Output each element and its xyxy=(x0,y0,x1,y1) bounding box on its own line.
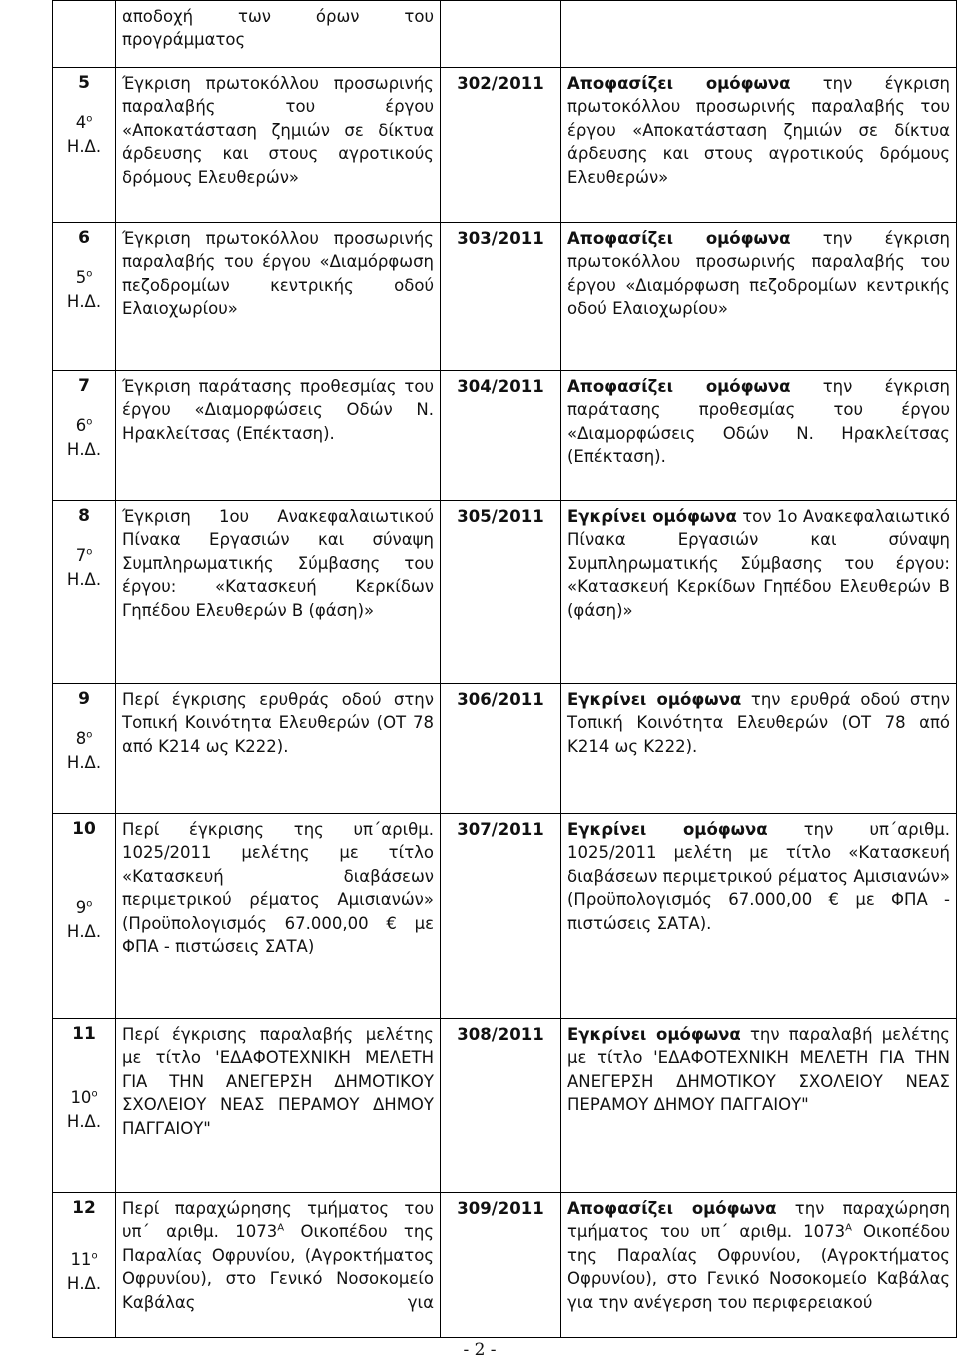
item-number-cell xyxy=(53,223,116,371)
table-row xyxy=(53,1,957,68)
subject-text: Έγκριση παράτασης προθεσμίας του έργου «Διαμορφώσεις Οδών Ν. Ηρακλείτσας (Επέκταση). xyxy=(122,377,434,443)
decision-number: 306/2011 xyxy=(441,684,561,814)
result-text: την έγκριση παράτασης προθεσμίας του έργου «Διαμορφώσεις Οδών Ν. Ηρακλείτσας (Επέκταση). xyxy=(567,377,950,467)
result-verb: Αποφασίζει ομόφωνα xyxy=(567,74,791,93)
item-number-cell xyxy=(53,501,116,684)
agenda-number: $11^o$ xyxy=(70,1250,98,1270)
result-verb: Εγκρίνει ομόφωνα xyxy=(567,507,737,526)
result-cell xyxy=(561,814,957,1019)
subject-text: αποδοχή των όρων του προγράμματος xyxy=(122,7,434,50)
result-cell xyxy=(561,223,957,371)
item-number-cell xyxy=(53,1,116,68)
item-number: 11 xyxy=(72,1024,96,1044)
result-verb: Εγκρίνει ομόφωνα xyxy=(567,820,768,839)
subject-text: Περί έγκρισης ερυθράς οδού στην Τοπική Κοινότητα Ελευθερών (ΟΤ 78 από Κ214 ως Κ222). xyxy=(122,690,434,756)
result-verb: Εγκρίνει ομόφωνα xyxy=(567,690,742,709)
item-number: 7 xyxy=(78,376,90,396)
item-number: 5 xyxy=(78,73,90,93)
subject-text: Έγκριση πρωτοκόλλου προσωρινής παραλαβής του έργου «Διαμόρφωση πεζοδρομίων κεντρικής οδού Ελαιοχωρίου» xyxy=(122,229,434,319)
result-verb: Αποφασίζει ομόφωνα xyxy=(567,229,791,248)
table-row xyxy=(53,371,957,501)
subject-cell xyxy=(116,1,441,68)
subject-cell xyxy=(116,684,441,814)
agenda-number: $9^o$ xyxy=(75,898,93,918)
result-cell xyxy=(561,1193,957,1338)
agenda-number: $5^o$ xyxy=(75,268,93,288)
subject-cell xyxy=(116,501,441,684)
result-cell xyxy=(561,1019,957,1193)
subject-cell xyxy=(116,1193,441,1338)
result-cell xyxy=(561,684,957,814)
result-cell xyxy=(561,371,957,501)
item-number-cell xyxy=(53,814,116,1019)
result-text: τον 1ο Ανακεφαλαιωτικό Πίνακα Εργασιών και σύναψη Συμπληρωματικής Σύμβασης του έργου: «Κατασκευή Κερκίδων Γηπέδου Ελευθερών Β (φάση)» xyxy=(567,507,950,620)
subject-cell xyxy=(116,814,441,1019)
agenda-label: Η.Δ. xyxy=(66,921,102,941)
decision-number: 305/2011 xyxy=(441,501,561,684)
table-row xyxy=(53,68,957,223)
agenda-label: Η.Δ. xyxy=(66,569,102,589)
result-text: την έγκριση πρωτοκόλλου προσωρινής παραλαβής του έργου «Αποκατάσταση ζημιών σε δίκτυα άρδευσης και στους αγροτικούς δρόμους Ελευθερών» xyxy=(567,74,950,187)
agenda-number: $8^o$ xyxy=(75,729,93,749)
result-text: την έγκριση πρωτοκόλλου προσωρινής παραλαβής του έργου «Διαμόρφωση πεζοδρομίων κεντρικής οδού Ελαιοχωρίου» xyxy=(567,229,950,319)
decision-number: 303/2011 xyxy=(441,223,561,371)
subject-cell xyxy=(116,371,441,501)
subject-text: Περί έγκρισης παραλαβής μελέτης με τίτλο 'ΕΔΑΦΟΤΕΧΝΙΚΗ ΜΕΛΕΤΗ ΓΙΑ ΤΗΝ ΑΝΕΓΕΡΣΗ ΔΗΜΟΤΙΚΟΥ ΣΧΟΛΕΙΟΥ ΝΕΑΣ ΠΕΡΑΜΟΥ ΔΗΜΟΥ ΠΑΓΓΑΙΟΥ" xyxy=(122,1025,434,1138)
item-number-cell xyxy=(53,1019,116,1193)
item-number: 8 xyxy=(78,506,90,526)
result-text: την παραχώρηση τμήματος του υπ΄ αριθμ. $1073^A$ Οικοπέδου της Παραλίας Οφρυνίου, (Αγροκτήματος Οφρυνίου), στο Γενικό Νοσοκομείο Καβάλας για την ανέγερση του περιφερειακού xyxy=(567,1199,951,1312)
subject-cell xyxy=(116,223,441,371)
result-cell xyxy=(561,501,957,684)
agenda-label: Η.Δ. xyxy=(66,1273,102,1293)
decisions-table xyxy=(52,0,957,1338)
subject-text: Έγκριση 1ου Ανακεφαλαιωτικού Πίνακα Εργασιών και σύναψη Συμπληρωματικής Σύμβασης του έργου: «Κατασκευή Κερκίδων Γηπέδου Ελευθερών Β (φάση)» xyxy=(122,507,434,620)
result-cell xyxy=(561,1,957,68)
result-verb: Εγκρίνει ομόφωνα xyxy=(567,1025,741,1044)
decision-number: 308/2011 xyxy=(441,1019,561,1193)
agenda-number: $7^o$ xyxy=(75,546,93,566)
result-verb: Αποφασίζει ομόφωνα xyxy=(567,1199,777,1218)
item-number-cell xyxy=(53,371,116,501)
decision-number: 309/2011 xyxy=(441,1193,561,1338)
subject-cell xyxy=(116,1019,441,1193)
table-row xyxy=(53,814,957,1019)
item-number: 12 xyxy=(72,1198,96,1218)
table-row xyxy=(53,1193,957,1338)
decision-number: 302/2011 xyxy=(441,68,561,223)
result-text: την παραλαβή μελέτης με τίτλο 'ΕΔΑΦΟΤΕΧΝΙΚΗ ΜΕΛΕΤΗ ΓΙΑ ΤΗΝ ΑΝΕΓΕΡΣΗ ΔΗΜΟΤΙΚΟΥ ΣΧΟΛΕΙΟΥ ΝΕΑΣ ΠΕΡΑΜΟΥ ΔΗΜΟΥ ΠΑΓΓΑΙΟΥ" xyxy=(567,1025,950,1115)
agenda-label: Η.Δ. xyxy=(66,1111,102,1131)
decision-number: 304/2011 xyxy=(441,371,561,501)
agenda-label: Η.Δ. xyxy=(66,136,102,156)
agenda-label: Η.Δ. xyxy=(66,291,102,311)
result-text: την υπ΄αριθμ. 1025/2011 μελέτη με τίτλο «Κατασκευή διαβάσεων περιμετρικού ρέματος Αμισιανών» (Προϋπολογισμός 67.000,00 € με ΦΠΑ - πιστώσεις ΣΑΤΑ). xyxy=(567,820,950,933)
page-number: - 2 - xyxy=(463,1340,497,1360)
agenda-number: $4^o$ xyxy=(75,113,93,133)
subject-text: Περί έγκρισης της υπ΄αριθμ. 1025/2011 μελέτης με τίτλο «Κατασκευή διαβάσεων περιμετρικού ρέματος Αμισιανών» (Προϋπολογισμός 67.000,00 € με ΦΠΑ - πιστώσεις ΣΑΤΑ) xyxy=(122,820,434,957)
table-row xyxy=(53,684,957,814)
result-cell xyxy=(561,68,957,223)
item-number-cell xyxy=(53,1193,116,1338)
agenda-label: Η.Δ. xyxy=(66,752,102,772)
decision-number: 307/2011 xyxy=(441,814,561,1019)
item-number: 9 xyxy=(78,689,90,709)
agenda-label: Η.Δ. xyxy=(66,439,102,459)
item-number-cell xyxy=(53,684,116,814)
decision-number-cell xyxy=(441,1,561,68)
table-row xyxy=(53,501,957,684)
item-number-cell xyxy=(53,68,116,223)
agenda-number: $6^o$ xyxy=(75,416,93,436)
table-row xyxy=(53,223,957,371)
table-row xyxy=(53,1019,957,1193)
item-number: 10 xyxy=(72,819,96,839)
subject-text: Περί παραχώρησης τμήματος του υπ΄ αριθμ. $1073^A$ Οικοπέδου της Παραλίας Οφρυνίου, (Αγροκτήματος Οφρυνίου), στο Γενικό Νοσοκομείο Καβάλας για xyxy=(122,1199,434,1312)
result-text: την ερυθρά οδού στην Τοπική Κοινότητα Ελευθερών (ΟΤ 78 από Κ214 ως Κ222). xyxy=(567,690,950,756)
item-number: 6 xyxy=(78,228,90,248)
subject-cell xyxy=(116,68,441,223)
agenda-number: $10^o$ xyxy=(70,1088,98,1108)
result-verb: Αποφασίζει ομόφωνα xyxy=(567,377,791,396)
subject-text: Έγκριση πρωτοκόλλου προσωρινής παραλαβής του έργου «Αποκατάσταση ζημιών σε δίκτυα άρδευσης και στους αγροτικούς δρόμους Ελευθερών» xyxy=(122,74,434,187)
